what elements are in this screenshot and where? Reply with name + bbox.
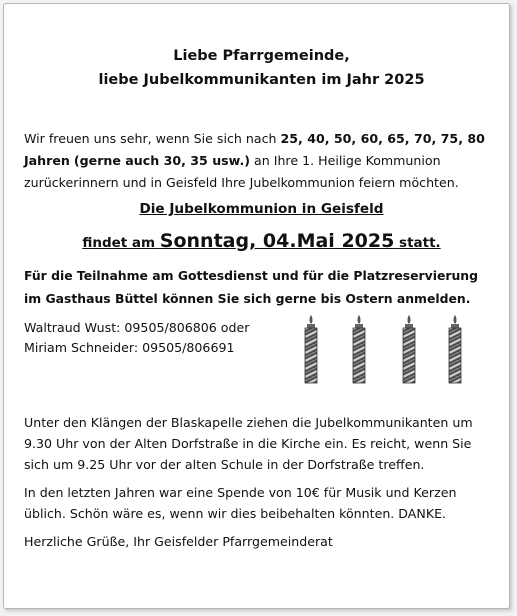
event-date-suffix: statt. (394, 235, 441, 251)
donation-paragraph: In den letzten Jahren war eine Spende von 10€ für Musik und Kerzen üblich. Schön wäre es, wenn wir dies beibehalten könnten. DANKE. (24, 485, 457, 521)
intro-text-2: an Ihre 1. Heilige Kommunion zurückerinnern und in Geisfeld Ihre Jubelkommunion feiern möchten. (24, 153, 459, 190)
candle-icon (351, 314, 367, 384)
candle-icon (447, 314, 463, 384)
contact-list (24, 318, 249, 358)
intro-text-1: Wir freuen uns sehr, wenn Sie sich nach (24, 131, 281, 146)
contact-schneider: Miriam Schneider: 09505/806691 (24, 340, 235, 355)
closing-greeting: Herzliche Grüße, Ihr Geisfelder Pfarrgemeinderat (24, 534, 333, 549)
event-title: Die Jubelkommunion in Geisfeld (139, 201, 384, 217)
signup-line-1: Für die Teilnahme am Gottesdienst und für die Platzreservierung (24, 268, 478, 283)
heading (24, 44, 499, 92)
intro-also: (gerne auch 30, 35 usw.) (73, 153, 251, 168)
letter-frame (3, 3, 510, 609)
event-date: Sonntag, 04.Mai 2025 (159, 230, 395, 252)
letter-content (24, 44, 499, 552)
candle-icon (303, 314, 319, 384)
intro-years: 25, 40, 50, 60, 65, 70, 75, 80 Jahren (24, 131, 485, 168)
candle-icon (401, 314, 417, 384)
contact-wust: Waltraud Wust: 09505/806806 oder (24, 320, 250, 335)
procession-paragraph: Unter den Klängen der Blaskapelle ziehen die Jubelkommunikanten um 9.30 Uhr von der Alten Dorfstraße in die Kirche ein. Es reicht, wenn Sie sich um 9.25 Uhr vor der alten Schule in der Dorfstraße treffen. (24, 415, 473, 472)
candles-illustration (303, 314, 473, 384)
event-date-prefix: findet am (82, 235, 160, 251)
signup-text (24, 264, 499, 310)
heading-line-2: liebe Jubelkommunikanten im Jahr 2025 (98, 72, 425, 88)
contact-section (24, 318, 499, 402)
intro-paragraph (24, 128, 499, 194)
signup-line-2: im Gasthaus Büttel können Sie sich gerne bis Ostern anmelden. (24, 291, 471, 306)
heading-line-1: Liebe Pfarrgemeinde, (173, 48, 350, 64)
event-date-line (24, 226, 499, 258)
